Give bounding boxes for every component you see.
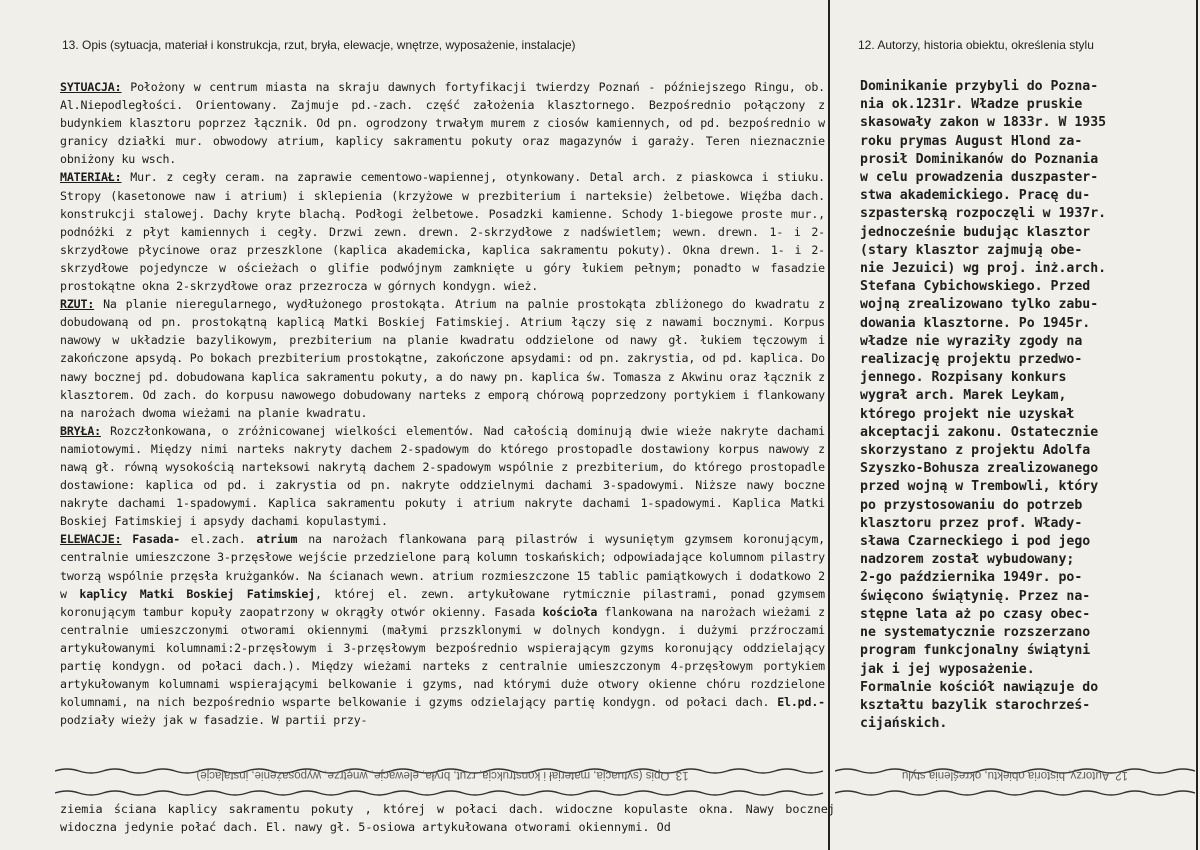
torn-seam-left <box>55 763 830 799</box>
text-rzut: Na planie nieregularnego, wydłużonego prostokąta. Atrium na palnie prostokąta zbliżonego do kwadratu z dobudowaną od pn. prostokątną kaplicą Matki Boskiej Fatimskiej. Atrium łączy się z nawami bocznymi. Korpus nawowy w układzie bazylikowym, prezbiterium na planie kwadratu oddzielone od nawy gł. łukiem tęczowym i zakończone apsydą. Po bokach prezbiterium prostokątne, zakończone apsydami: od pn. zakrystia, od pd. kaplica. Do nawy bocznej pd. dobudowana kaplica sakramentu pokuty, a do nawy pn. kaplica św. Tomasza z Akwinu oraz łącznik z klasztorem. Od zach. do korpusu nawowego dobudowany narteks z emporą chórową poprzedzony portykiem i flankowany na narożach dwoma wieżami na planie kwadratu. <box>60 297 825 420</box>
history-text <box>860 78 1172 733</box>
text-elewacje-4: flankowana na narożach wieżami z centralnie umieszczonymi otworami okiennymi (małymi przszklonymi w dolnych kondygn. i dużymi przźroczami artykułowanymi kolumnami:2-przęsłowym i 3-przęsłowym bezpośrednio wspierającym gzyms koronujący oddzielający partię kondygn. od połaci dach.). Między wieżami narteks z centralnie umieszczonym 4-przęsłowym portykiem artykułowanym kolumnami wspierającymi belkowanie i gzyms, nad którymi duże otwory okienne chóru rozdzielone kolumnami, na nich bezpośrednio wsparte belkowanie i gzyms odzielający partię kondygn. od połaci dach. <box>60 604 825 710</box>
text-sytuacja: Położony w centrum miasta na skraju dawnych fortyfikacji twierdzy Poznań - późniejszego Ringu, ob. Al.Niepodległości. Orientowany. Zajmuje pd.-zach. część założenia klasztornego. Bezpośrednio połączony z budynkiem klasztoru poprzez łącznik. Od pn. ogrodzony trwałym murem z ciosów kamiennych, od pd. bezpośrednio w granicy działki mur. obwodowy atrium, kaplicy sakramentu pokuty oraz magazynów i garaży. Teren nieznacznie obniżony ku wsch. <box>60 80 825 167</box>
history-line: klasztoru przez prof. Włady- <box>860 515 1083 531</box>
text-elewacje-2: na narożach flankowana parą pilastrów i wysuniętym gzymsem koronującym, centralnie umieszczone 3-przęsłowe wejście przedzielone parą kolumn toskańskich; odpowiadające kolumnom pilastry tworzą wspólnie przęsła krużganków. Na ścianach wewn. atrium rozmieszczone 15 tablic pamiątkowych i dodatkowo 2 w <box>60 532 825 601</box>
history-line: Formalnie kościół nawiązuje do <box>860 679 1099 695</box>
history-line: stępne lata aż po czasy obec- <box>860 606 1091 622</box>
section-material <box>60 168 825 295</box>
heading-elewacje: ELEWACJE: <box>60 532 122 547</box>
history-line: ne systematycznie rozszerzano <box>860 625 1091 641</box>
history-line: wojną zrealizowano tylko zabu- <box>860 297 1099 313</box>
description-text <box>60 78 825 729</box>
history-line: nadzorem został wybudowany; <box>860 552 1075 568</box>
text-elewacje-1: el.zach. <box>180 532 257 547</box>
history-line: jennego. Rozpisany konkurs <box>860 370 1067 386</box>
heading-material: MATERIAŁ: <box>60 170 122 185</box>
history-line: wygrał arch. Marek Leykam, <box>860 388 1067 404</box>
heading-sytuacja: SYTUACJA: <box>60 80 122 94</box>
label-kaplica-fatimska: kaplicy Matki Boskiej Fatimskiej <box>79 586 315 601</box>
history-line: roku prymas August Hlond za- <box>860 133 1083 149</box>
label-atrium: atrium <box>256 532 298 547</box>
history-line: program funkcjonalny świątyni <box>860 643 1091 659</box>
heading-rzut: RZUT: <box>60 297 95 312</box>
label-el-pd: El.pd.- <box>777 695 825 710</box>
history-line: Stefana Cybichowskiego. Przed <box>860 279 1091 295</box>
column-divider-left <box>828 0 830 850</box>
history-line: kształtu bazylik starochrześ- <box>860 697 1091 713</box>
section-elewacje <box>60 530 825 729</box>
history-line: prosił Dominikanów do Poznania <box>860 151 1099 167</box>
right-column-header: 12. Autorzy, historia obiektu, określenia stylu <box>858 38 1094 52</box>
history-line: władze nie wyraziły zgody na <box>860 333 1083 349</box>
history-line: nia ok.1231r. Władze pruskie <box>860 97 1083 113</box>
history-line: skorzystano z projektu Adolfa <box>860 443 1091 459</box>
history-line: 2-go października 1949r. po- <box>860 570 1083 586</box>
history-line: Dominikanie przybyli do Pozna- <box>860 79 1099 94</box>
history-line: skasowały zakon w 1833r. W 1935 <box>860 115 1107 131</box>
history-line: akceptacji zakonu. Ostatecznie <box>860 424 1099 440</box>
history-line: (stary klasztor zajmują obe- <box>860 242 1083 258</box>
history-line: Szyszko-Bohusza zrealizowanego <box>860 461 1099 477</box>
left-column-header: 13. Opis (sytuacja, materiał i konstrukcja, rzut, bryła, elewacje, wnętrze, wyposażenie, instalacje) <box>62 38 576 52</box>
column-divider-right <box>1196 0 1198 850</box>
history-line: nie Jezuici) wg proj. inż.arch. <box>860 261 1107 277</box>
history-line: realizację projektu przedwo- <box>860 352 1083 368</box>
continuation-text: ziemia ściana kaplicy sakramentu pokuty , której w połaci dach. widoczne kopulaste okna. Nawy bocznej widoczna jedynie połać dach. El. nawy gł. 5-osiowa artykułowana otworami okiennymi. Od <box>60 802 835 834</box>
text-material: Mur. z cegły ceram. na zaprawie cementowo-wapiennej, otynkowany. Detal arch. z piaskowca i stiuku. Stropy (kasetonowe naw i atrium) i sklepienia (krzyżowe w prezbiterium i narteksie) żelbetowe. Więźba dach. konstrukcji stalowej. Dachy kryte blachą. Podłogi żelbetowe. Posadzki kamienne. Schody 1-biegowe proste mur., podnóżki z płyt kamiennych i cegły. Drzwi zewn. drewn. 2-skrzydłowe z nadświetlem; wewn. drewn. 1- i 2-skrzydłowe płycinowe oraz przeszklone (kaplica akademicka, kaplica sakramentu pokuty). Okna drewn. 1- i 2-skrzydłowe pojedyncze w ościeżach o glifie podwójnym zamknięte u góry łukiem pełnym; ponadto w fasadzie prostokątne okna 2-skrzydłowe oraz przezrocza w górnych kondygn. wież. <box>60 170 825 294</box>
section-rzut <box>60 295 825 422</box>
label-fasada: Fasada- <box>121 532 181 547</box>
history-line: w celu prowadzenia duszpaster- <box>860 170 1099 186</box>
history-line: sława Czarneckiego i pod jego <box>860 534 1091 550</box>
history-line: stwa akademickiego. Pracę du- <box>860 188 1091 204</box>
mirrored-left-header: 13. Opis (sytuacja, materiał i konstrukcja, rzut, bryła, elewacje, wnętrze, wyposażenie, instalacje) <box>196 769 689 781</box>
mirrored-right-header: 12. Autorzy, historia obiektu, określenia stylu <box>901 769 1129 781</box>
section-sytuacja <box>60 78 825 168</box>
history-line: którego projekt nie uzyskał <box>860 406 1075 422</box>
text-elewacje-3: , której el. zewn. artykułowane rytmicznie pilastrami, ponad gzymsem koronującym tambur kopuły zaopatrzony w okrągły otwór okienny. Fasada <box>60 586 825 619</box>
section-bryla <box>60 422 825 531</box>
torn-seam-right <box>835 763 1195 799</box>
text-bryla: Rozczłonkowana, o zróżnicowanej wielkości elementów. Nad całością dominują dwie wieże nakryte dachami namiotowymi. Między nimi narteks nakryty dachem 2-spadowym do którego prostopadle dostawiony korpus nawowy z nawą gł. równą wysokością narteksowi nakrytą dachem 2-spadowym wspólnie z prezbiterium, do którego prostopadle dostawione: kaplica od pd. i zakrystia od pn. nakryte oddzielnymi dachami 3-spadowymi. Niższe nawy boczne nakryte dachami 1-spadowymi. Kaplica sakramentu pokuty i atrium nakryte dachami 1-spadowymi. Kaplica Matki Boskiej Fatimskiej i apsydy dachami kopulastymi. <box>60 423 825 529</box>
history-line: szpasterską rozpoczęli w 1937r. <box>860 206 1107 222</box>
history-line: po przystosowaniu do potrzeb <box>860 497 1083 513</box>
text-elewacje-5: podziały wieży jak w fasadzie. W partii przy- <box>60 713 368 728</box>
label-kosciol: kościoła <box>542 604 598 619</box>
history-line: święcono świątynię. Przez na- <box>860 588 1091 604</box>
heading-bryla: BRYŁA: <box>60 423 101 438</box>
history-line: jednocześnie budując klasztor <box>860 224 1091 240</box>
history-line: dowania klasztorne. Po 1945r. <box>860 315 1091 331</box>
history-line: jak i jej wyposażenie. <box>860 661 1035 677</box>
history-line: cijańskich. <box>860 716 948 732</box>
history-line: przed wojną w Trembowli, który <box>860 479 1099 495</box>
